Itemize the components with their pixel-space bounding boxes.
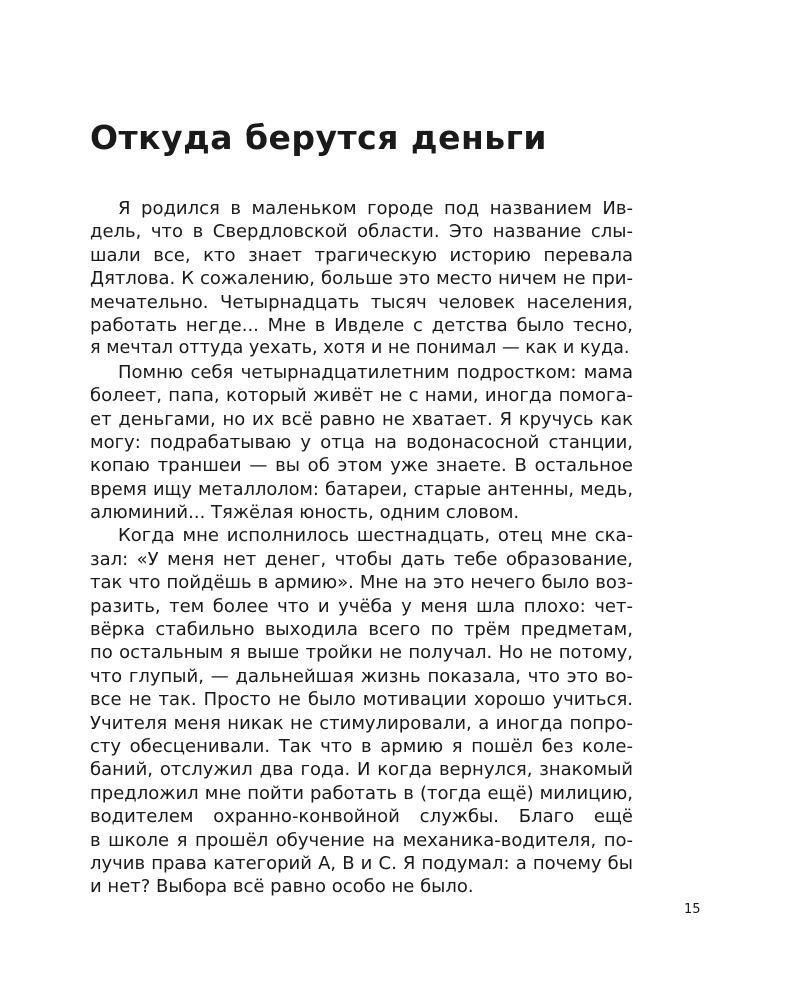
body-text xyxy=(90,197,633,899)
text-line: шали все, кто знает трагическую историю перевала xyxy=(90,244,633,266)
text-line: могу: подрабатываю у отца на водонасосной станции, xyxy=(90,431,633,453)
text-line: и нет? Выбора всё равно особо не было. xyxy=(90,876,474,898)
text-line: дель, что в Свердловской области. Это название слы- xyxy=(90,221,633,243)
paragraph-2 xyxy=(90,361,633,525)
text-line: по остальным я выше тройки не получал. Но не потому, xyxy=(90,642,633,664)
text-line: предложил мне пойти работать в (тогда ещё) милицию, xyxy=(90,782,633,804)
text-line: время ищу металлолом: батареи, старые антенны, медь, xyxy=(90,478,633,500)
text-line: болеет, папа, который живёт не с нами, иногда помога- xyxy=(90,385,633,407)
text-line: зал: «У меня нет денег, чтобы дать тебе образование, xyxy=(90,548,633,570)
text-line: алюминий... Тяжёлая юность, одним словом. xyxy=(90,502,520,524)
paragraph-1 xyxy=(90,197,633,361)
text-line: Помню себя четырнадцатилетним подростком: мама xyxy=(118,361,633,383)
text-line: работать негде... Мне в Ивделе с детства было тесно, xyxy=(90,314,633,336)
text-line: Я родился в маленьком городе под названием Ив- xyxy=(118,198,633,219)
text-line: разить, тем более что и учёба у меня шла плохо: чет- xyxy=(90,595,633,617)
text-line: Дятлова. К сожалению, больше это место ничем не при- xyxy=(90,268,633,290)
text-line: Учителя меня никак не стимулировали, а иногда попро- xyxy=(90,712,633,734)
text-line: сту обесценивали. Так что в армию я пошёл без коле- xyxy=(90,735,633,757)
text-line: Когда мне исполнилось шестнадцать, отец мне ска- xyxy=(118,525,633,547)
text-line: лучив права категорий А, В и С. Я подумал: а почему бы xyxy=(90,852,633,874)
text-line: ет деньгами, но их всё равно не хватает. Я кручусь как xyxy=(90,408,633,430)
chapter-title: Откуда берутся деньги xyxy=(90,118,547,157)
text-line: баний, отслужил два года. И когда вернулся, знакомый xyxy=(90,759,633,781)
text-line: что глупый, — дальнейшая жизнь показала, что это во- xyxy=(90,665,633,687)
text-line: мечательно. Четырнадцать тысяч человек населения, xyxy=(90,291,633,313)
text-line: я мечтал оттуда уехать, хотя и не понимал — как и куда. xyxy=(90,338,630,359)
text-line: вёрка стабильно выходила всего по трём предметам, xyxy=(90,619,633,641)
text-line: так что пойдёшь в армию». Мне на это нечего было воз- xyxy=(90,572,633,594)
text-line: все не так. Просто не было мотивации хорошо учиться. xyxy=(90,689,633,711)
paragraph-3 xyxy=(90,524,633,898)
text-line: копаю траншеи — вы об этом уже знаете. В остальное xyxy=(90,455,633,477)
page-number: 15 xyxy=(684,902,701,917)
text-line: в школе я прошёл обучение на механика-водителя, по- xyxy=(90,829,633,851)
text-line: водителем охранно-конвойной службы. Благо ещё xyxy=(90,806,633,828)
